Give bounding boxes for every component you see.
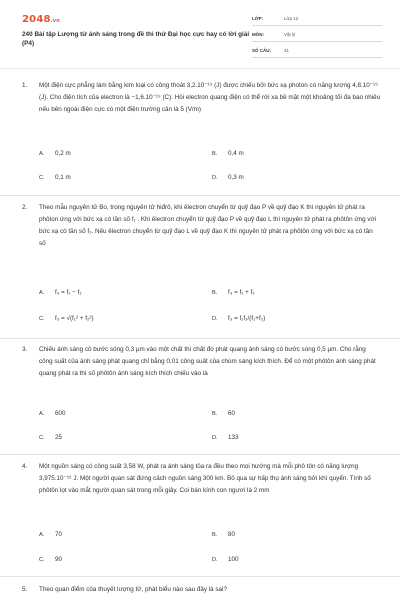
question-text: Theo mẫu nguyên tử Bo, trong nguyên tử hiđrô, khi êlectron chuyển từ quỹ đạo P về quỹ đạo K thì nguyên tử phát ra phôton ứng với bức xạ có tần số f₁ . Khi êlectron chuyển từ quỹ đạo P về quỹ đạo L thì nguyên tử phát ra phôtôn ứng với bức xạ có tần số f₂. Nếu êlectron chuyển từ quỹ đạo L về quỹ đạo K thì nguyên tử phát ra phôtôn ứng với bức xạ có tần số bbox=[39, 204, 377, 247]
question-number: 5. bbox=[22, 586, 28, 593]
question-divider bbox=[0, 338, 400, 339]
site-logo[interactable] bbox=[22, 14, 60, 25]
question-text: Một điện cực phẳng làm bằng kim loại có công thoát 3,2.10⁻¹⁹ (J) được chiếu bởi bức xạ photon có năng lượng 4,8.10⁻¹⁹ (J). Cho điện tích của electron là −1,6.10⁻¹⁹ (C). Hỏi electron quang điện có thể rời xa bề mặt một khoảng tối đa bao nhiêu nếu bên ngoài điện cực có một điện trường cản là 5 (V/m) bbox=[39, 82, 381, 113]
option-text: 133 bbox=[228, 434, 239, 441]
option-text: f₃ = f₁f₂/(f₁+f₂) bbox=[228, 315, 266, 322]
option-a[interactable] bbox=[39, 289, 82, 296]
meta-value: Vật lý bbox=[284, 32, 296, 37]
document-title: 240 Bài tập Lượng tử ánh sáng trong đề thi thử Đại học cực hay có lời giải (P4) bbox=[22, 31, 250, 47]
option-label: A. bbox=[39, 411, 45, 417]
option-text: 0,3 m bbox=[228, 174, 244, 181]
option-d[interactable] bbox=[212, 434, 239, 441]
option-label: D. bbox=[212, 435, 218, 441]
option-text: 70 bbox=[55, 531, 63, 538]
option-b[interactable] bbox=[212, 289, 255, 296]
question-text: Theo quan điểm của thuyết lượng tử, phát biểu nào sau đây là sai? bbox=[39, 586, 227, 593]
meta-value: 41 bbox=[284, 48, 290, 53]
option-label: A. bbox=[39, 151, 45, 157]
option-text: f₃ = √(f₁² + f₂²) bbox=[55, 315, 94, 322]
option-label: C. bbox=[39, 175, 45, 181]
meta-key: MÔN: bbox=[252, 32, 264, 37]
option-text: 80 bbox=[228, 531, 236, 538]
question-text: Một nguồn sáng có công suất 3,58 W, phát ra ánh sáng tỏa ra đều theo mọi hướng mà mỗi phô tôn có năng lượng 3,975.10⁻¹⁹ J. Một người quan sát đứng cách nguồn sáng 300 km. Bỏ qua sự hấp thụ ánh sáng bởi khí quyển. Tính số phôtôn lọt vào mắt người quan sát trong mỗi giây. Coi bán kính con ngươi là 2 mm bbox=[39, 463, 371, 494]
option-label: B. bbox=[212, 290, 218, 296]
question-number: 1. bbox=[22, 82, 28, 89]
option-c[interactable] bbox=[39, 434, 62, 441]
option-label: B. bbox=[212, 411, 218, 417]
option-text: 600 bbox=[55, 410, 66, 417]
question-divider bbox=[0, 195, 400, 196]
option-label: D. bbox=[212, 175, 218, 181]
header-divider bbox=[0, 68, 400, 69]
option-d[interactable] bbox=[212, 174, 244, 181]
meta-row-subject bbox=[252, 29, 382, 42]
question-divider bbox=[0, 576, 400, 577]
question-number: 2. bbox=[22, 204, 28, 211]
option-text: 0,4 m bbox=[228, 150, 244, 157]
option-text: 0,2 m bbox=[55, 150, 71, 157]
option-c[interactable] bbox=[39, 174, 71, 181]
option-a[interactable] bbox=[39, 150, 71, 157]
option-text: f₃ = f₁ − f₂ bbox=[55, 289, 82, 296]
option-text: 90 bbox=[55, 556, 63, 563]
option-c[interactable] bbox=[39, 315, 94, 322]
logo-suffix: .vn bbox=[50, 18, 60, 24]
question-text: Chiếu ánh sáng có bước sóng 0,3 μm vào một chất thì chất đó phát quang ánh sáng có bước sóng 0,5 μm. Cho rằng công suất của ánh sáng phát quang chỉ bằng 0,01 công suất của chùm sáng kích thích. Để có một phôtôn ánh sáng phát quang phát ra thì số phôtôn ánh sáng kích thích chiếu vào là bbox=[39, 346, 376, 377]
option-c[interactable] bbox=[39, 556, 62, 563]
page-header bbox=[0, 0, 400, 62]
option-label: C. bbox=[39, 316, 45, 322]
meta-key: SỐ CÂU: bbox=[252, 48, 271, 53]
option-a[interactable] bbox=[39, 531, 62, 538]
meta-key: LỚP: bbox=[252, 16, 264, 21]
option-d[interactable] bbox=[212, 556, 239, 563]
option-label: C. bbox=[39, 557, 45, 563]
meta-row-class bbox=[252, 13, 382, 26]
option-text: 60 bbox=[228, 410, 236, 417]
question-number: 3. bbox=[22, 346, 28, 353]
option-label: C. bbox=[39, 435, 45, 441]
option-text: f₃ = f₁ + f₂ bbox=[228, 289, 255, 296]
option-d[interactable] bbox=[212, 315, 265, 322]
option-b[interactable] bbox=[212, 150, 244, 157]
meta-table bbox=[252, 13, 382, 61]
option-text: 25 bbox=[55, 434, 63, 441]
question-divider bbox=[0, 454, 400, 455]
option-b[interactable] bbox=[212, 410, 235, 417]
option-label: B. bbox=[212, 151, 218, 157]
option-b[interactable] bbox=[212, 531, 235, 538]
option-label: B. bbox=[212, 532, 218, 538]
option-label: D. bbox=[212, 557, 218, 563]
meta-value: Lớp 12 bbox=[284, 16, 299, 21]
option-label: A. bbox=[39, 290, 45, 296]
option-label: D. bbox=[212, 316, 218, 322]
question-number: 4. bbox=[22, 463, 28, 470]
logo-text: 2048 bbox=[22, 14, 51, 25]
meta-row-count bbox=[252, 45, 382, 58]
option-text: 100 bbox=[228, 556, 239, 563]
option-label: A. bbox=[39, 532, 45, 538]
option-text: 0,1 m bbox=[55, 174, 71, 181]
option-a[interactable] bbox=[39, 410, 66, 417]
